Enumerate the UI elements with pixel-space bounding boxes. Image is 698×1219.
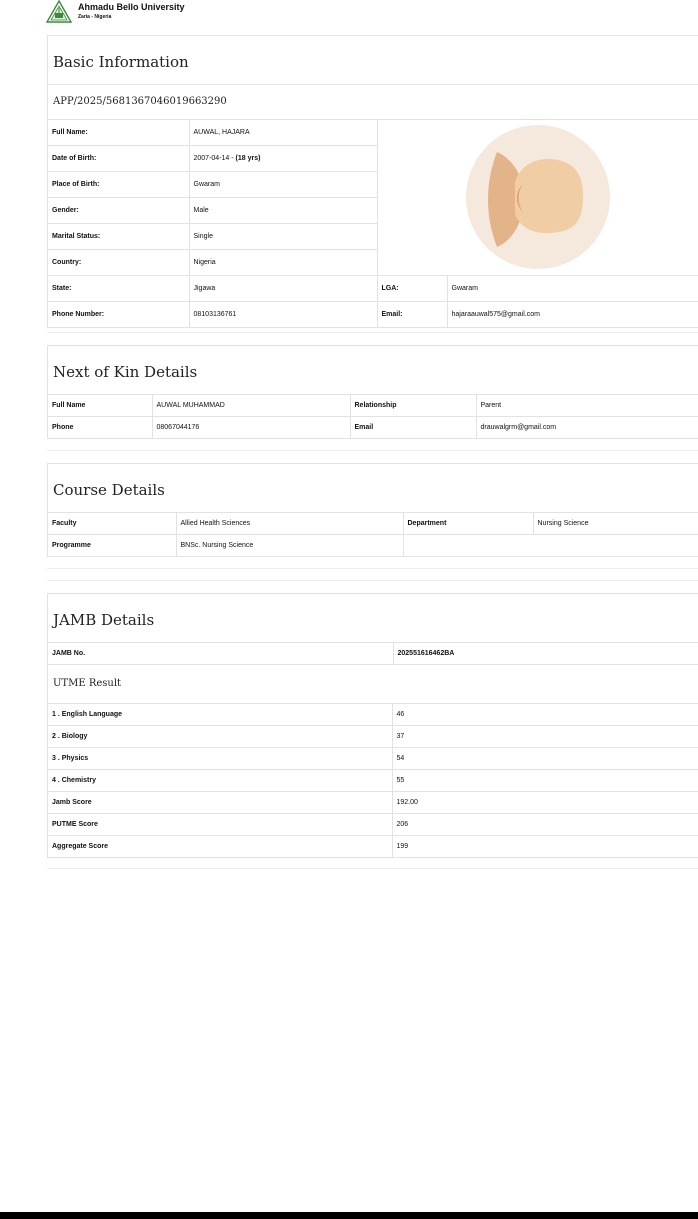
jamb-score-value: 192.00 <box>392 792 698 814</box>
faculty-label: Faculty <box>48 513 176 535</box>
jamb-number-table <box>48 643 698 665</box>
kin-relationship-value: Parent <box>476 395 698 417</box>
course-details-title: Course Details <box>48 464 698 513</box>
kin-email-value: drauwalgrm@gmail.com <box>476 417 698 439</box>
age-value: (18 yrs) <box>235 155 261 162</box>
divider <box>47 868 698 869</box>
subject-label: 1 . English Language <box>48 704 392 726</box>
phone-label: Phone Number: <box>48 302 189 328</box>
application-number: APP/2025/5681367046019663290 <box>48 85 698 120</box>
photo-cell <box>377 120 698 276</box>
country-label: Country: <box>48 250 189 276</box>
table-row <box>48 726 698 748</box>
aggregate-score-label: Aggregate Score <box>48 836 392 858</box>
basic-information-section <box>47 35 698 328</box>
putme-score-value: 206 <box>392 814 698 836</box>
table-row <box>48 643 698 665</box>
university-crest-icon <box>46 0 72 24</box>
jamb-no-value: 202551616462BA <box>393 643 698 665</box>
course-details-section <box>47 463 698 557</box>
faculty-value: Allied Health Sciences <box>176 513 403 535</box>
divider <box>47 568 698 569</box>
putme-score-label: PUTME Score <box>48 814 392 836</box>
email-value: hajaraauwal575@gmail.com <box>447 302 698 328</box>
page-header <box>46 0 185 28</box>
programme-label: Programme <box>48 535 176 557</box>
kin-phone-label: Phone <box>48 417 152 439</box>
lga-label: LGA: <box>377 276 447 302</box>
table-row <box>48 276 698 302</box>
place-of-birth-label: Place of Birth: <box>48 172 189 198</box>
table-row <box>48 814 698 836</box>
university-location: Zaria - Nigeria <box>78 14 112 20</box>
divider <box>47 332 698 333</box>
table-row <box>48 704 698 726</box>
dob-label: Date of Birth: <box>48 146 189 172</box>
table-row <box>48 513 698 535</box>
table-row <box>48 120 698 146</box>
avatar-placeholder-icon <box>463 122 613 272</box>
kin-full-name-value: AUWAL MUHAMMAD <box>152 395 350 417</box>
jamb-no-label: JAMB No. <box>48 643 393 665</box>
place-of-birth-value: Gwaram <box>189 172 377 198</box>
department-value: Nursing Science <box>533 513 698 535</box>
state-label: State: <box>48 276 189 302</box>
course-details-table <box>48 513 698 557</box>
divider <box>47 450 698 451</box>
phone-value: 08103136761 <box>189 302 377 328</box>
gender-label: Gender: <box>48 198 189 224</box>
next-of-kin-section <box>47 345 698 439</box>
table-row <box>48 836 698 858</box>
next-of-kin-table <box>48 395 698 439</box>
kin-phone-value: 08067044176 <box>152 417 350 439</box>
kin-relationship-label: Relationship <box>350 395 476 417</box>
jamb-details-section <box>47 593 698 858</box>
university-name: Ahmadu Bello University <box>78 2 185 12</box>
lga-value: Gwaram <box>447 276 698 302</box>
basic-information-table <box>48 120 698 328</box>
next-of-kin-title: Next of Kin Details <box>48 346 698 395</box>
kin-full-name-label: Full Name <box>48 395 152 417</box>
subject-label: 4 . Chemistry <box>48 770 392 792</box>
subject-score: 54 <box>392 748 698 770</box>
full-name-label: Full Name: <box>48 120 189 146</box>
subject-score: 55 <box>392 770 698 792</box>
subject-label: 2 . Biology <box>48 726 392 748</box>
bottom-bar <box>0 1212 698 1219</box>
table-row <box>48 535 698 557</box>
aggregate-score-value: 199 <box>392 836 698 858</box>
gender-value: Male <box>189 198 377 224</box>
country-value: Nigeria <box>189 250 377 276</box>
table-row <box>48 792 698 814</box>
dob-value: 2007-04-14 - (18 yrs) <box>189 146 377 172</box>
programme-value: BNSc. Nursing Science <box>176 535 403 557</box>
divider <box>47 580 698 581</box>
kin-email-label: Email <box>350 417 476 439</box>
subject-label: 3 . Physics <box>48 748 392 770</box>
department-label: Department <box>403 513 533 535</box>
subject-score: 46 <box>392 704 698 726</box>
email-label: Email: <box>377 302 447 328</box>
table-row <box>48 748 698 770</box>
marital-status-label: Marital Status: <box>48 224 189 250</box>
table-row <box>48 395 698 417</box>
jamb-score-label: Jamb Score <box>48 792 392 814</box>
state-value: Jigawa <box>189 276 377 302</box>
jamb-details-title: JAMB Details <box>48 594 698 643</box>
subject-score: 37 <box>392 726 698 748</box>
table-row <box>48 770 698 792</box>
utme-result-title: UTME Result <box>48 665 698 704</box>
table-row <box>48 302 698 328</box>
basic-information-title: Basic Information <box>48 36 698 85</box>
table-row <box>48 417 698 439</box>
marital-status-value: Single <box>189 224 377 250</box>
full-name-value: AUWAL, HAJARA <box>189 120 377 146</box>
utme-result-table <box>48 704 698 858</box>
